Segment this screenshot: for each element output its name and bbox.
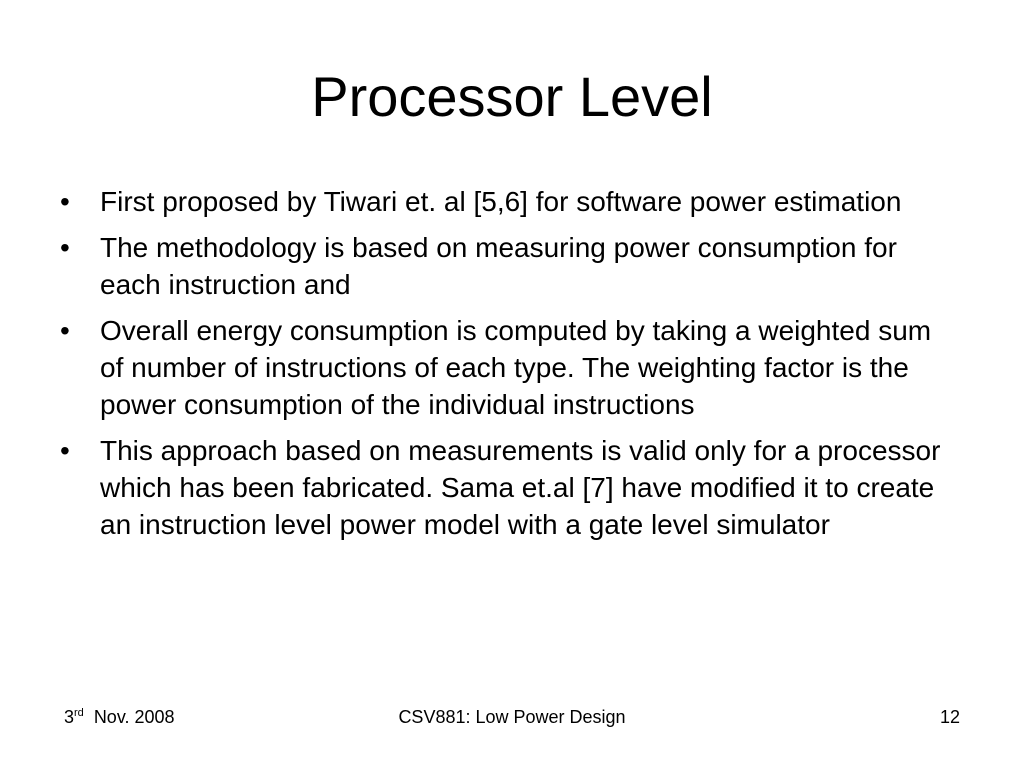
bullet-text: The methodology is based on measuring power consumption for each instruction and xyxy=(100,232,897,300)
bullet-text: Overall energy consumption is computed by taking a weighted sum of number of instructions of each type. The weighting factor is the power consumption of the individual instructions xyxy=(100,315,932,420)
bullet-item xyxy=(60,183,960,220)
bullet-item xyxy=(60,432,960,543)
bullet-text: First proposed by Tiwari et. al [5,6] for software power estimation xyxy=(100,186,902,217)
footer-date-day: 3 xyxy=(64,707,75,727)
slide-title: Processor Level xyxy=(311,65,713,128)
bullet-text: This approach based on measurements is valid only for a processor which has been fabricated. Sama et.al [7] have modified it to create an instruction level power model with a gate level simulator xyxy=(100,435,941,540)
bullet-item xyxy=(60,312,960,423)
bullet-dot-icon: • xyxy=(60,435,70,466)
footer-course: CSV881: Low Power Design xyxy=(398,707,626,727)
footer-date-rest: Nov. 2008 xyxy=(93,707,175,727)
bullet-dot-icon: • xyxy=(60,232,70,263)
footer-page-number: 12 xyxy=(939,707,960,727)
bullet-dot-icon: • xyxy=(60,186,70,217)
bullet-dot-icon: • xyxy=(60,315,70,346)
bullet-list xyxy=(60,183,960,552)
bullet-item xyxy=(60,229,960,303)
footer-date-suffix: rd xyxy=(74,707,84,719)
